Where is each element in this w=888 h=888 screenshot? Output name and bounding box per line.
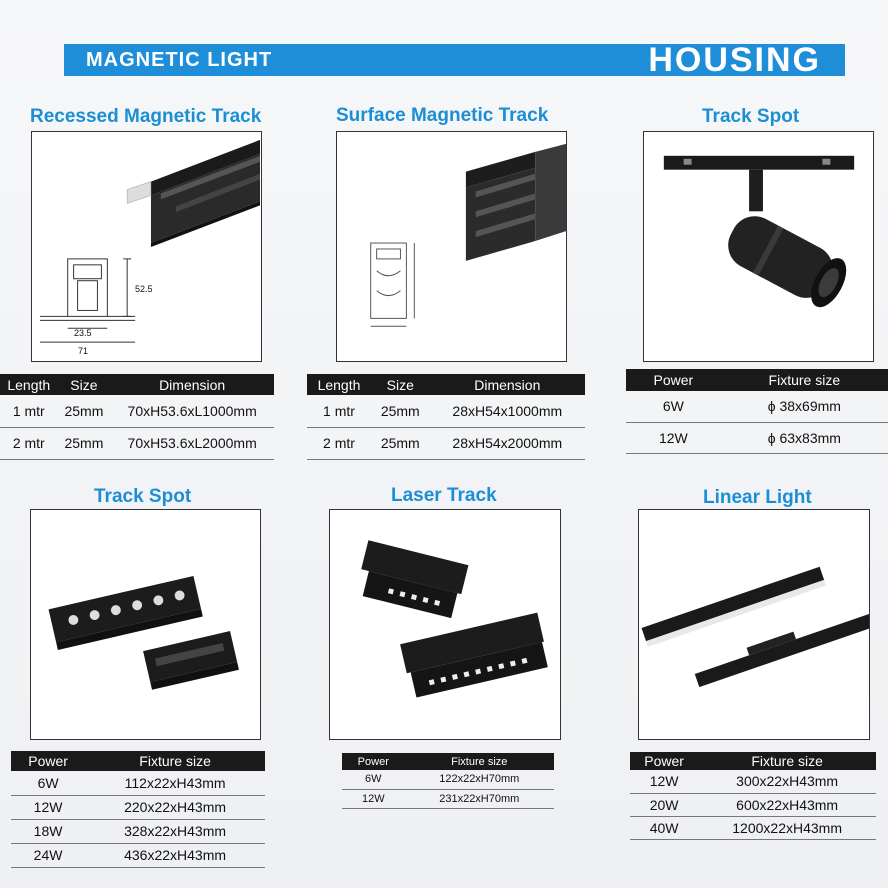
- table-row: 6W 122x22xH70mm: [342, 770, 554, 789]
- col-header: Power: [626, 369, 721, 391]
- table-row: 1 mtr 25mm 70xH53.6xL1000mm: [0, 395, 274, 427]
- table-row: 24W 436x22xH43mm: [11, 843, 265, 867]
- col-header: Size: [371, 374, 430, 395]
- product-image-surface-track: [336, 131, 567, 362]
- linear-light-illustration: [639, 510, 869, 739]
- spec-table-track-spot-grille: [11, 751, 265, 868]
- recessed-track-illustration: [32, 132, 261, 361]
- spec-table-surface-track: [307, 374, 585, 460]
- col-header: Length: [0, 374, 58, 395]
- table-row: 12W ϕ 63x83mm: [626, 422, 888, 453]
- table-row: 12W 220x22xH43mm: [11, 795, 265, 819]
- surface-track-illustration: [337, 132, 566, 361]
- table-row: 40W 1200x22xH43mm: [630, 816, 876, 839]
- table-row: 18W 328x22xH43mm: [11, 819, 265, 843]
- table-row: 20W 600x22xH43mm: [630, 793, 876, 816]
- product-title-recessed-track: Recessed Magnetic Track: [30, 106, 262, 127]
- header-banner: [64, 41, 845, 79]
- col-header: Power: [11, 751, 85, 771]
- table-row: 6W 112x22xH43mm: [11, 771, 265, 795]
- col-header: Length: [307, 374, 371, 395]
- spec-table-laser-track: [342, 753, 554, 809]
- grille-light-illustration: [31, 510, 260, 739]
- col-header: Fixture size: [721, 369, 888, 391]
- col-header: Fixture size: [85, 751, 265, 771]
- product-image-track-spot: [643, 131, 874, 362]
- col-header: Size: [58, 374, 111, 395]
- product-image-track-spot-grille: [30, 509, 261, 740]
- table-row: 1 mtr 25mm 28xH54x1000mm: [307, 395, 585, 427]
- col-header: Dimension: [110, 374, 274, 395]
- dimension-label-height: 52.5: [135, 284, 153, 294]
- spec-table-linear-light: [630, 752, 876, 840]
- product-title-surface-track: Surface Magnetic Track: [336, 105, 549, 126]
- table-row: 6W ϕ 38x69mm: [626, 391, 888, 422]
- header-left-label: MAGNETIC LIGHT: [86, 49, 273, 71]
- spec-table-track-spot: [626, 369, 888, 454]
- table-row: 12W 300x22xH43mm: [630, 770, 876, 793]
- dimension-label-width-outer: 71: [78, 346, 89, 356]
- col-header: Fixture size: [698, 752, 876, 770]
- product-title-laser-track: Laser Track: [391, 485, 497, 506]
- col-header: Fixture size: [405, 753, 554, 770]
- track-spot-illustration: [644, 132, 873, 361]
- table-row: 2 mtr 25mm 70xH53.6xL2000mm: [0, 427, 274, 459]
- product-title-track-spot: Track Spot: [702, 106, 800, 127]
- col-header: Dimension: [430, 374, 585, 395]
- laser-track-illustration: [330, 510, 560, 739]
- table-row: 2 mtr 25mm 28xH54x2000mm: [307, 427, 585, 459]
- product-image-linear-light: [638, 509, 870, 740]
- product-title-linear-light: Linear Light: [703, 487, 812, 508]
- product-image-laser-track: [329, 509, 561, 740]
- product-image-recessed-track: [31, 131, 262, 362]
- spec-table-recessed-track: [0, 374, 274, 460]
- table-row: 12W 231x22xH70mm: [342, 789, 554, 808]
- col-header: Power: [630, 752, 698, 770]
- header-right-label: HOUSING: [648, 41, 821, 79]
- product-title-track-spot-grille: Track Spot: [94, 486, 192, 507]
- dimension-label-width-inner: 23.5: [74, 328, 92, 338]
- col-header: Power: [342, 753, 405, 770]
